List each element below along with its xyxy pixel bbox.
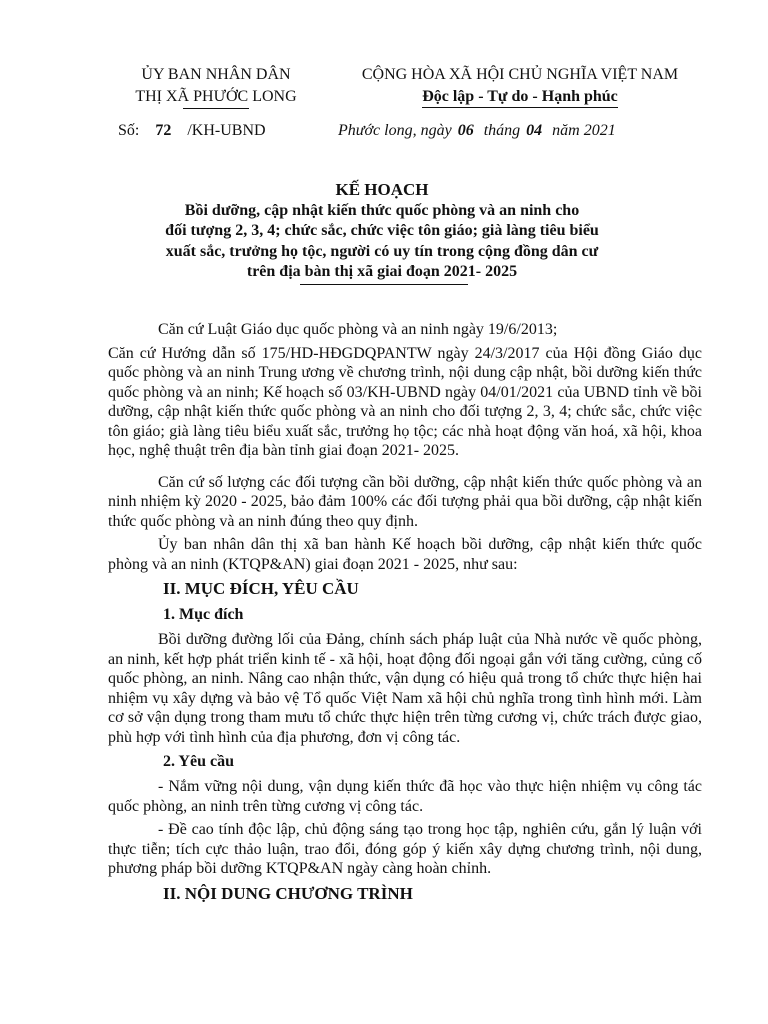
paragraph-legal-basis-1: Căn cứ Luật Giáo dục quốc phòng và an ninh ngày 19/6/2013; (158, 321, 558, 338)
issuing-agency (96, 64, 336, 108)
subheading-purpose: 1. Mục đích (163, 606, 244, 623)
date-month: 04 (526, 122, 543, 139)
agency-line-2: THỊ XÃ PHƯỚC LONG (135, 88, 297, 105)
national-header (330, 64, 710, 108)
doc-number-value: 72 (155, 122, 172, 139)
paragraph-requirement-2: - Đề cao tính độc lập, chủ động sáng tạo trong học tập, nghiên cứu, gắn lý luận với thực tiễn; tích cực thảo luận, trao đổi, đóng góp ý kiến xây dựng chương trình, nội dung, phương pháp bồi dưỡng KTQP&AN ngày càng hoàn chỉnh. (108, 821, 702, 877)
title-line-4: trên địa bàn thị xã giai đoạn 2021- 2025 (246, 263, 518, 280)
title-line-1: Bồi dưỡng, cập nhật kiến thức quốc phòng và an ninh cho (184, 201, 580, 219)
paragraph-legal-basis-2: Căn cứ Hướng dẫn số 175/HD-HĐGDQPANTW ngày 24/3/2017 của Hội đồng Giáo dục quốc phòng và an ninh Trung ương về chương trình, nội dung cập nhật, bồi dưỡng kiến thức quốc phòng và an ninh; Kế hoạch số 03/KH-UBND ngày 04/01/2021 của UBND tỉnh về bồi dưỡng, cập nhật kiến thức quốc phòng và an ninh cho đối tượng 2, 3, 4; chức sắc, chức việc tôn giáo; già làng tiêu biểu xuất sắc, trưởng họ tộc; các nhà hoạt động văn hoá, xã hội, khoa học, nghệ thuật trên địa bàn tỉnh giai đoạn 2021- 2025. (108, 344, 702, 459)
document-date (338, 120, 616, 142)
section-heading-purpose: II. MỤC ĐÍCH, YÊU CẦU (163, 579, 359, 598)
title-underline (300, 284, 468, 285)
paragraph-legal-basis-3: Căn cứ số lượng các đối tượng cần bồi dưỡng, cập nhật kiến thức quốc phòng và an ninh nhiệm kỳ 2020 - 2025, bảo đảm 100% các đối tượng phải qua bồi dưỡng, cập nhật kiến thức quốc phòng và an ninh đúng theo quy định. (108, 473, 702, 530)
nation-name: CỘNG HÒA XÃ HỘI CHỦ NGHĨA VIỆT NAM (361, 66, 679, 83)
paragraph-purpose: Bồi dưỡng đường lối của Đảng, chính sách pháp luật của Nhà nước về quốc phòng, an ninh, kết hợp phát triển kinh tế - xã hội, hoạt động đối ngoại gắn với tăng cường, củng cố quốc phòng, an ninh. Nâng cao nhận thức, vận dụng có hiệu quả trong tổ chức thực hiện hai nhiệm vụ xây dựng và bảo vệ Tổ quốc Việt Nam xã hội chủ nghĩa trong tình hình mới. Làm cơ sở vận dụng trong tham mưu tổ chức thực hiện trên từng cương vị, chức trách được giao, phù hợp với tình hình của địa phương, đơn vị công tác. (108, 631, 702, 746)
date-year: năm 2021 (552, 122, 616, 139)
document-body (108, 320, 702, 909)
title-line-2: đối tượng 2, 3, 4; chức sắc, chức việc tôn giáo; già làng tiêu biểu (165, 222, 599, 239)
document-title (92, 180, 672, 283)
paragraph-requirement-1: - Nắm vững nội dung, vận dụng kiến thức đã học vào thực hiện nhiệm vụ công tác quốc phòng, an ninh trên từng cương vị công tác. (108, 778, 702, 815)
title-line-3: xuất sắc, trưởng họ tộc, người có uy tín trong cộng đồng dân cư (165, 242, 599, 260)
document-number (118, 120, 266, 142)
agency-line-1: ỦY BAN NHÂN DÂN (141, 66, 291, 83)
title-main: KẾ HOẠCH (335, 180, 429, 199)
section-heading-content: II. NỘI DUNG CHƯƠNG TRÌNH (163, 883, 413, 903)
doc-number-suffix: /KH-UBND (187, 122, 266, 139)
date-day: 06 (457, 122, 474, 139)
date-month-label: tháng (483, 122, 521, 139)
paragraph-intro: Ủy ban nhân dân thị xã ban hành Kế hoạch bồi dưỡng, cập nhật kiến thức quốc phòng và an ninh (KTQP&AN) giai đoạn 2021 - 2025, như sau: (108, 536, 702, 573)
agency-underline (183, 108, 249, 109)
date-place: Phước long, ngày (338, 122, 452, 139)
national-motto: Độc lập - Tự do - Hạnh phúc (422, 87, 618, 108)
doc-number-label: Số: (118, 122, 140, 139)
subheading-requirements: 2. Yêu cầu (163, 753, 234, 770)
